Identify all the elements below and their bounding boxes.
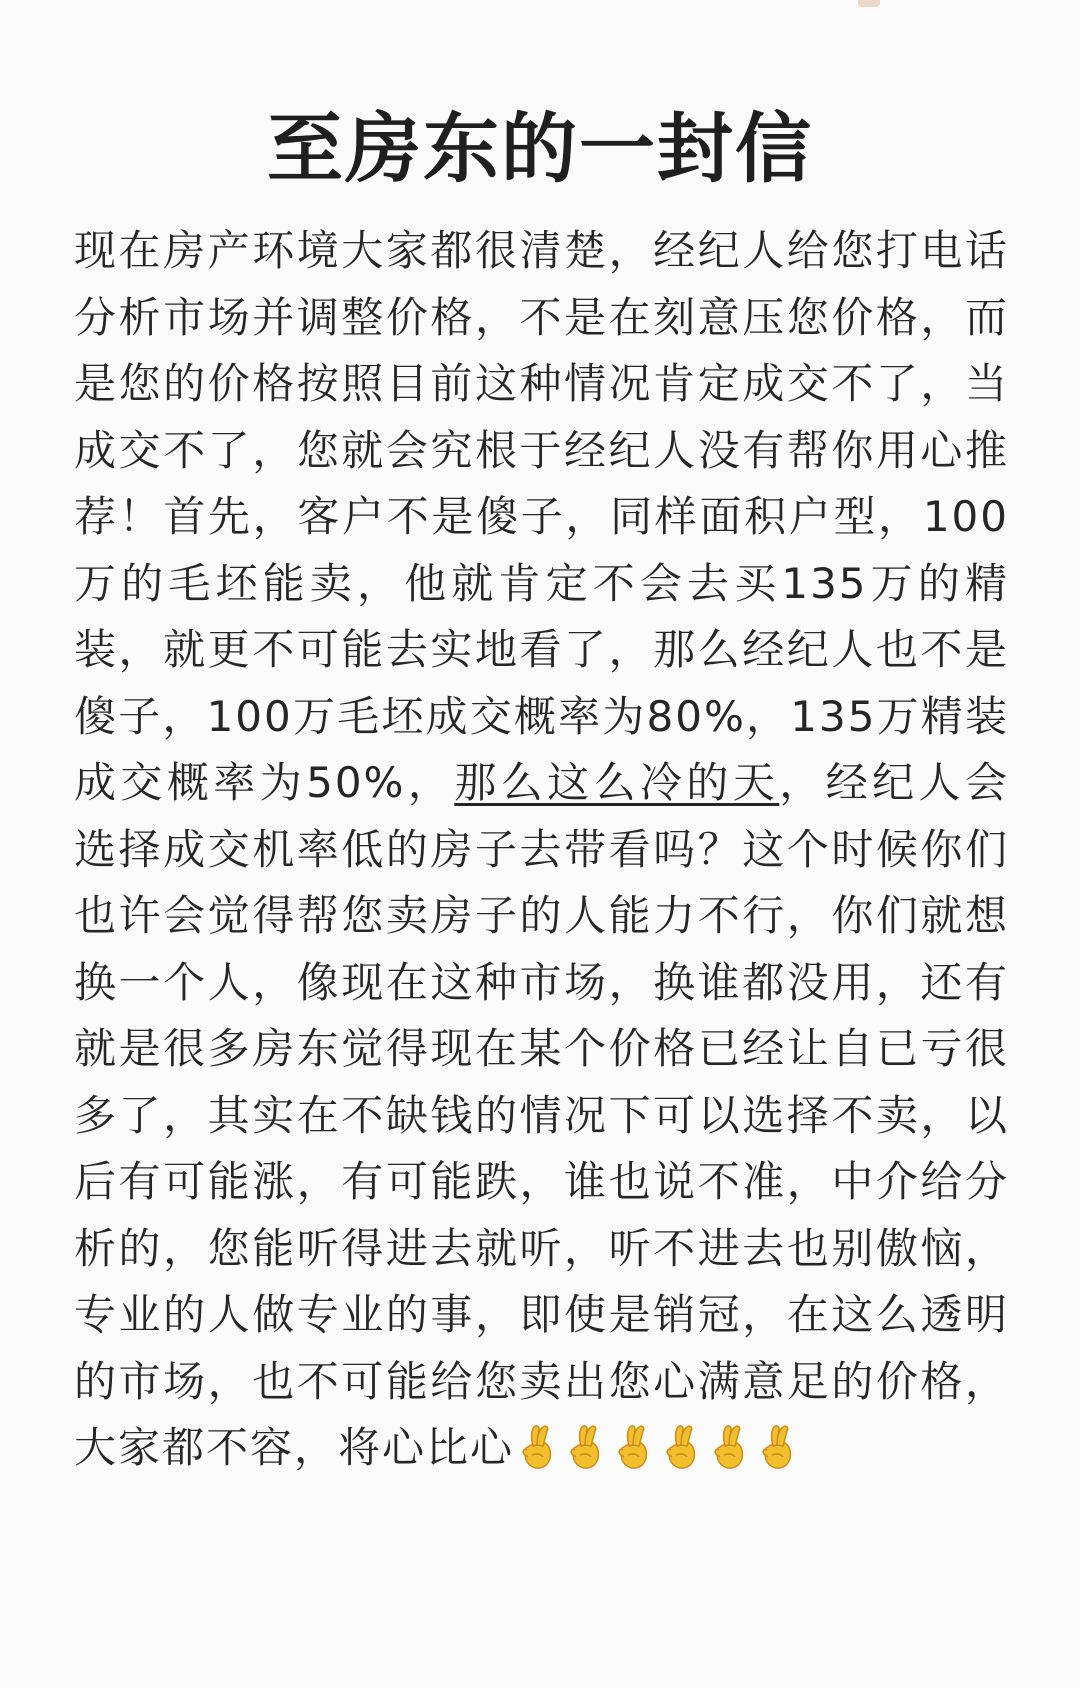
emoji-row xyxy=(514,1423,802,1472)
crossed-fingers-icon xyxy=(662,1423,700,1490)
crossed-fingers-icon xyxy=(566,1423,604,1490)
letter-body xyxy=(74,218,1009,1490)
crossed-fingers-icon xyxy=(614,1423,652,1490)
crossed-fingers-icon xyxy=(710,1423,748,1490)
crossed-fingers-icon xyxy=(758,1423,796,1490)
corner-mark xyxy=(858,0,880,7)
body-text-part-2: ，经纪人会选择成交机率低的房子去带看吗？这个时候你们也许会觉得帮您卖房子的人能力不行，你们就想换一个人，像现在这种市场，换谁都没用，还有就是很多房东觉得现在某个价格已经让自已亏很多了，其实在不缺钱的情况下可以选择不卖，以后有可能涨，有可能跌，谁也说不准，中介给分析的，您能听得进去就听，听不进去也别傲恼，专业的人做专业的事，即使是销冠，在这么透明的市场，也不可能给您卖出您心满意足的价格，大家都不容，将心比心 xyxy=(74,758,1009,1472)
letter-title: 至房东的一封信 xyxy=(267,103,813,193)
body-text-part-1: 现在房产环境大家都很清楚，经纪人给您打电话分析市场并调整价格，不是在刻意压您价格，而是您的价格按照目前这种情况肯定成交不了，当成交不了，您就会究根于经纪人没有帮你用心推荐！首先，客户不是傻子，同样面积户型，100万的毛坯能卖，他就肯定不会去买135万的精装，就更不可能去实地看了，那么经纪人也不是傻子，100万毛坯成交概率为80%，135万精装成交概率为50%， xyxy=(74,226,1009,807)
underlined-phrase: 那么这么冷的天 xyxy=(454,758,780,807)
crossed-fingers-icon xyxy=(518,1423,556,1490)
